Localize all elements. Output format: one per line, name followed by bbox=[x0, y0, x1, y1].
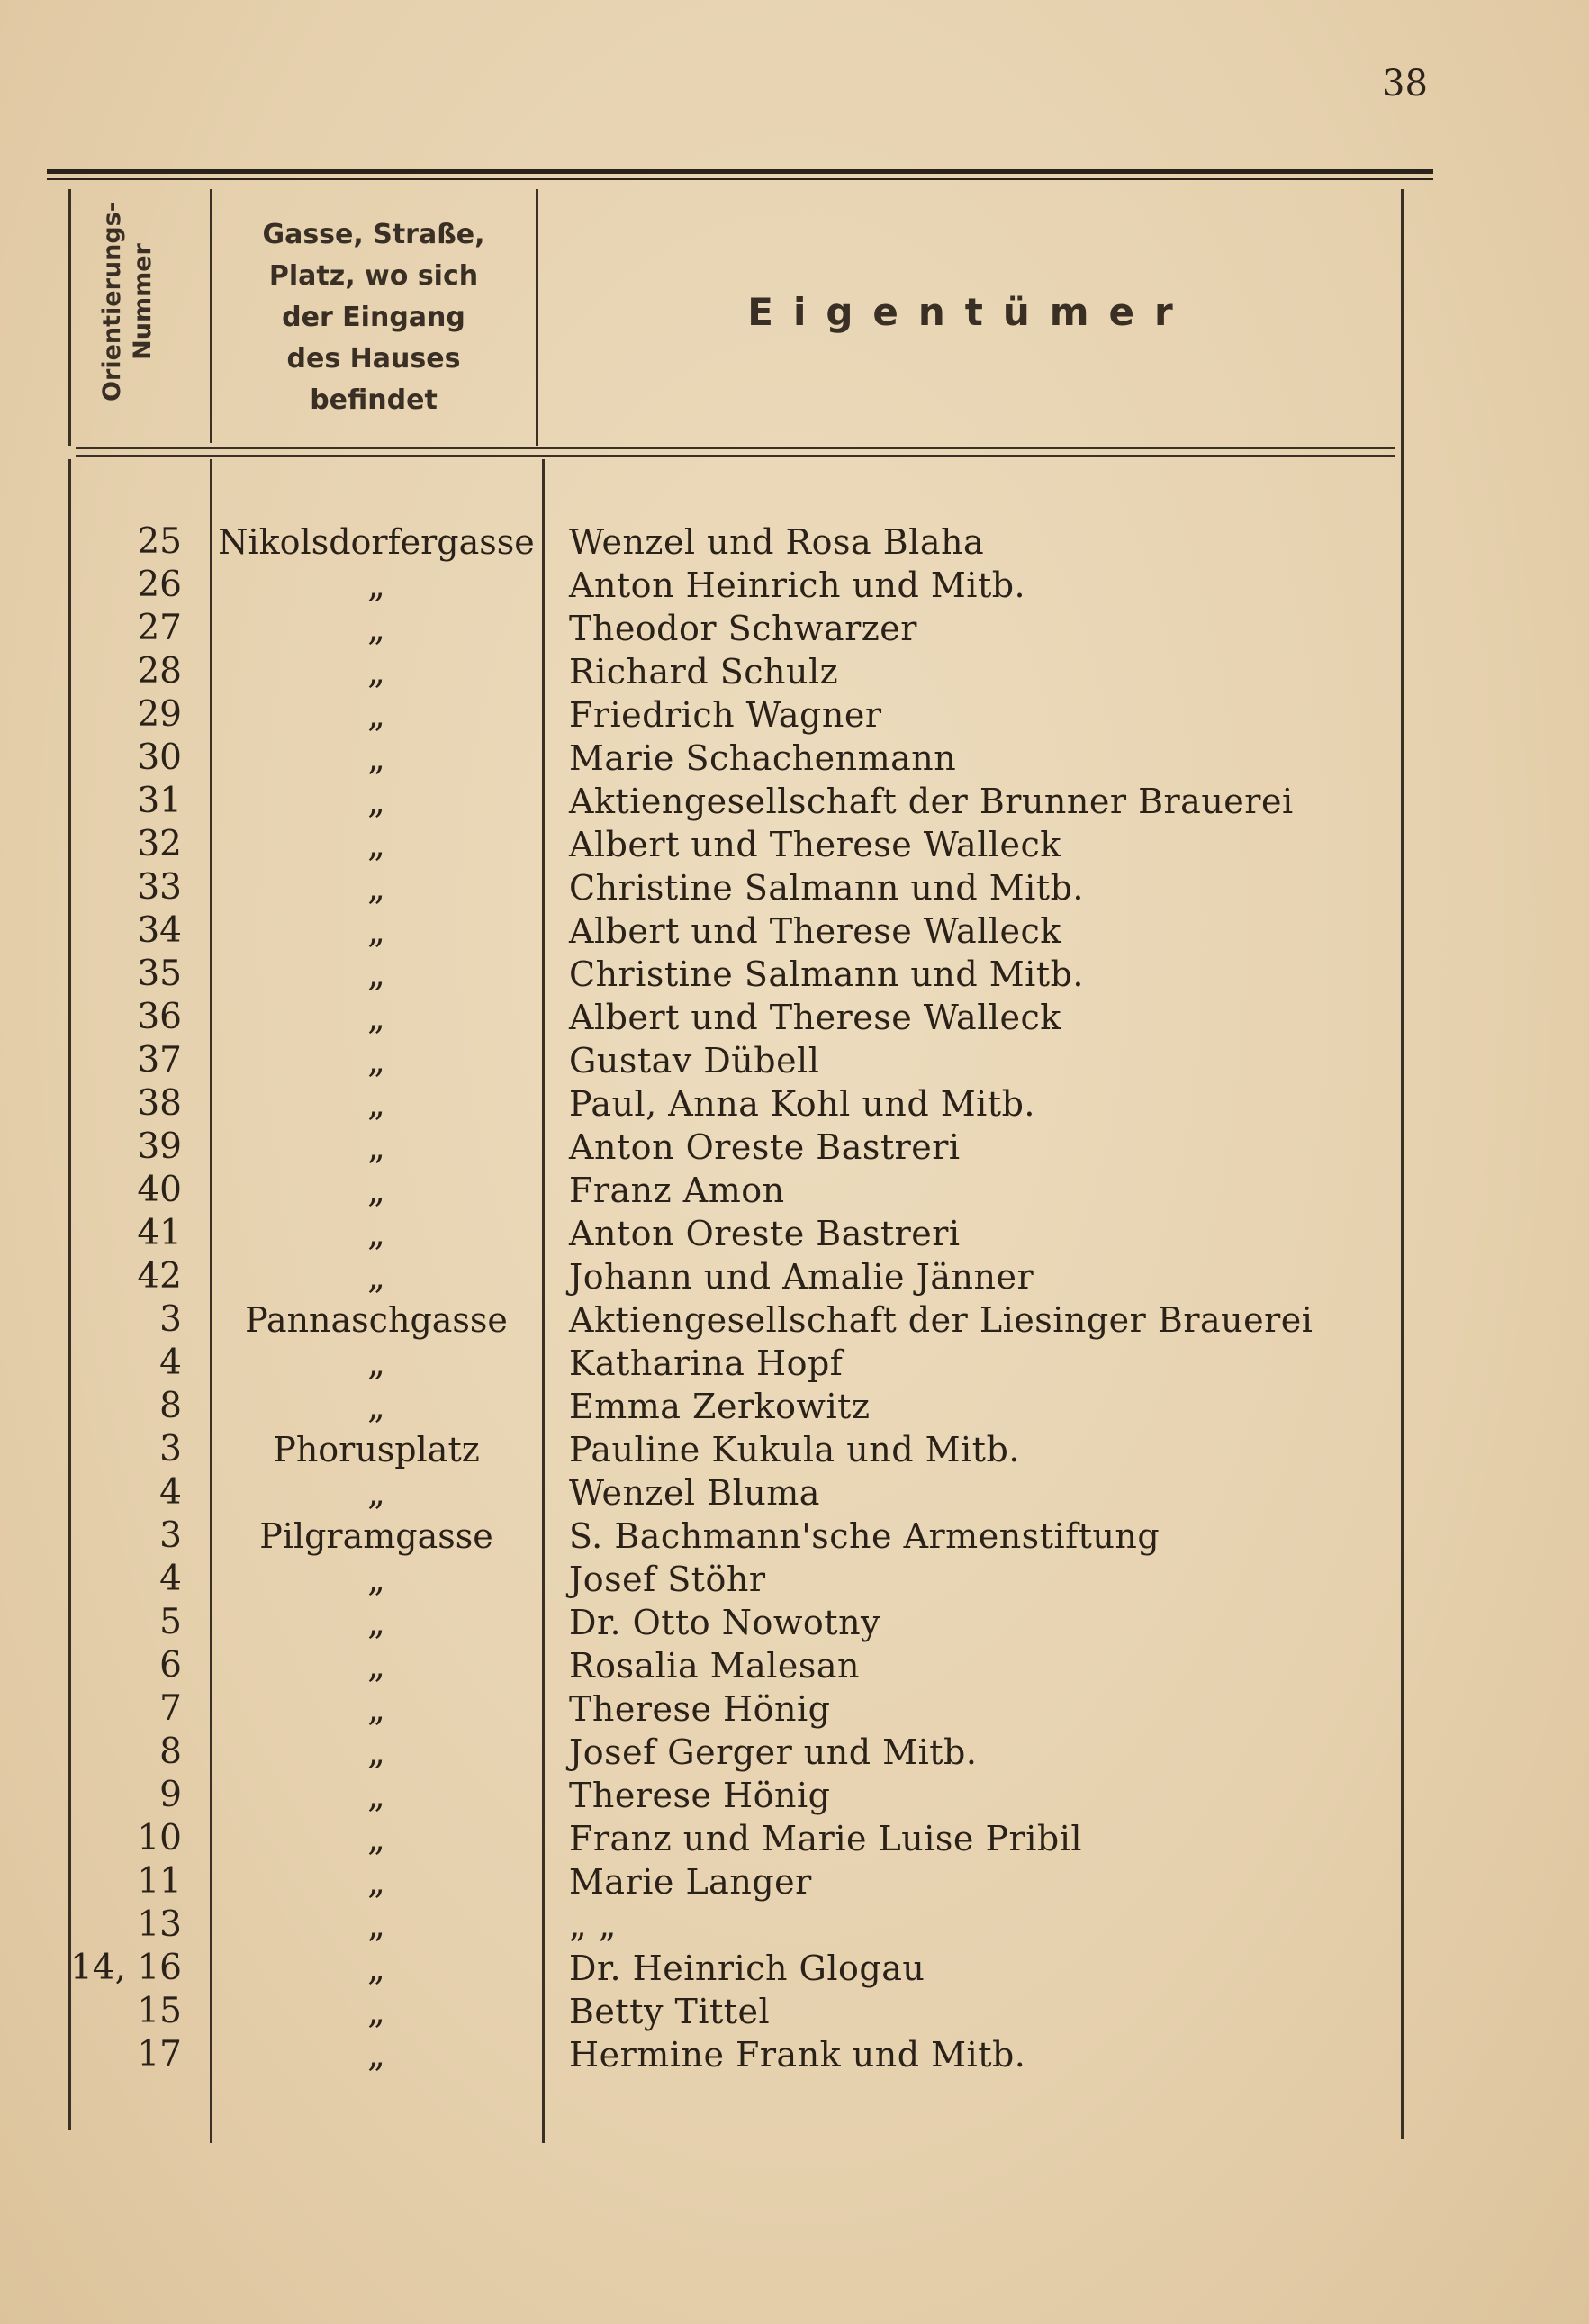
house-number: 14, 16 bbox=[69, 1948, 182, 1988]
header-number-line: Nummer bbox=[129, 243, 157, 360]
house-number: 32 bbox=[137, 824, 182, 864]
table-row bbox=[0, 1471, 1589, 1515]
street-name: „ bbox=[367, 1560, 385, 1599]
house-number: 39 bbox=[137, 1126, 182, 1167]
house-number: 15 bbox=[137, 1991, 182, 2031]
owner-name: Paul, Anna Kohl und Mitb. bbox=[569, 1084, 1035, 1124]
house-number: 4 bbox=[159, 1343, 182, 1383]
street-name: „ bbox=[367, 609, 385, 648]
house-number: 35 bbox=[137, 954, 182, 994]
table-row bbox=[0, 1947, 1589, 1990]
street-name: „ bbox=[367, 1127, 385, 1167]
street-name: „ bbox=[367, 1214, 385, 1253]
house-number: 42 bbox=[137, 1256, 182, 1297]
table-row bbox=[0, 1385, 1589, 1428]
table-row bbox=[0, 1515, 1589, 1558]
owner-name: Marie Schachenmann bbox=[569, 738, 957, 778]
house-number: 3 bbox=[159, 1515, 182, 1556]
owner-name: Rosalia Malesan bbox=[569, 1646, 861, 1686]
table-row bbox=[0, 1687, 1589, 1731]
header-rule-thin bbox=[76, 455, 1395, 457]
street-name: „ bbox=[367, 825, 385, 864]
house-number: 9 bbox=[159, 1775, 182, 1815]
house-number: 25 bbox=[137, 521, 182, 562]
owner-name: Aktiengesellschaft der Brunner Brauerei bbox=[569, 782, 1294, 821]
house-number: 41 bbox=[137, 1213, 182, 1253]
table-row bbox=[0, 823, 1589, 866]
header-street-line: befindet bbox=[310, 384, 438, 416]
top-rule-thick bbox=[47, 169, 1433, 174]
table-row bbox=[0, 1428, 1589, 1471]
table-row bbox=[0, 1904, 1589, 1947]
header-number-line: Orientierungs- bbox=[98, 202, 126, 402]
street-name: „ bbox=[367, 738, 385, 778]
house-number: 27 bbox=[137, 608, 182, 648]
owner-name: Wenzel und Rosa Blaha bbox=[569, 522, 985, 562]
header-street-line: Platz, wo sich bbox=[268, 260, 479, 292]
owner-name: Anton Heinrich und Mitb. bbox=[569, 565, 1026, 605]
table-row bbox=[0, 1126, 1589, 1169]
street-name: „ bbox=[367, 1603, 385, 1642]
street-name: „ bbox=[367, 1257, 385, 1297]
owner-name: „ „ bbox=[569, 1905, 617, 1945]
owner-name: Christine Salmann und Mitb. bbox=[569, 868, 1084, 908]
street-name: „ bbox=[367, 565, 385, 605]
table-row bbox=[0, 607, 1589, 650]
header-number-column bbox=[97, 180, 158, 423]
house-number: 33 bbox=[137, 867, 182, 908]
owner-name: Albert und Therese Walleck bbox=[569, 998, 1061, 1037]
street-name: „ bbox=[367, 1646, 385, 1686]
table-row bbox=[0, 693, 1589, 737]
house-number: 10 bbox=[137, 1818, 182, 1858]
header-street-line: der Eingang bbox=[282, 302, 465, 333]
owner-name: Josef Stöhr bbox=[569, 1560, 766, 1599]
house-number: 4 bbox=[159, 1472, 182, 1513]
owner-name: Hermine Frank und Mitb. bbox=[569, 2035, 1026, 2075]
street-name: „ bbox=[367, 1689, 385, 1729]
house-number: 3 bbox=[159, 1299, 182, 1340]
table-row bbox=[0, 1601, 1589, 1644]
house-number: 5 bbox=[159, 1602, 182, 1642]
table-row bbox=[0, 1774, 1589, 1817]
owner-name: S. Bachmann'sche Armenstiftung bbox=[569, 1516, 1160, 1556]
street-name: Phorusplatz bbox=[273, 1430, 480, 1469]
table-row bbox=[0, 520, 1589, 564]
page-number: 38 bbox=[1382, 63, 1428, 104]
header-rule-thick bbox=[76, 447, 1395, 449]
house-number: 37 bbox=[137, 1040, 182, 1081]
owner-name: Emma Zerkowitz bbox=[569, 1387, 871, 1426]
house-number: 34 bbox=[137, 910, 182, 951]
street-name: „ bbox=[367, 954, 385, 994]
table-row bbox=[0, 1990, 1589, 2033]
table-row bbox=[0, 650, 1589, 693]
street-name: „ bbox=[367, 1732, 385, 1772]
house-number: 6 bbox=[159, 1645, 182, 1686]
street-name: „ bbox=[367, 868, 385, 908]
table-row bbox=[0, 866, 1589, 909]
street-name: „ bbox=[367, 1776, 385, 1815]
owner-name: Pauline Kukula und Mitb. bbox=[569, 1430, 1020, 1469]
table-row bbox=[0, 2033, 1589, 2076]
owner-name: Aktiengesellschaft der Liesinger Brauerei bbox=[569, 1300, 1314, 1340]
table-row bbox=[0, 1082, 1589, 1126]
street-name: „ bbox=[367, 1041, 385, 1081]
table-row bbox=[0, 1212, 1589, 1255]
house-number: 11 bbox=[137, 1861, 182, 1902]
owner-name: Albert und Therese Walleck bbox=[569, 825, 1061, 864]
street-name: „ bbox=[367, 1992, 385, 2031]
house-number: 38 bbox=[137, 1083, 182, 1124]
table-row bbox=[0, 1731, 1589, 1774]
street-name: „ bbox=[367, 998, 385, 1037]
owner-name: Friedrich Wagner bbox=[569, 695, 882, 735]
street-name: „ bbox=[367, 1171, 385, 1210]
owner-name: Dr. Heinrich Glogau bbox=[569, 1949, 925, 1988]
table-body bbox=[0, 520, 1589, 2076]
header-owner-column: Eigentümer bbox=[747, 290, 1193, 334]
house-number: 31 bbox=[137, 781, 182, 821]
table-row bbox=[0, 1817, 1589, 1860]
owner-name: Johann und Amalie Jänner bbox=[569, 1257, 1034, 1297]
street-name: „ bbox=[367, 652, 385, 692]
house-number: 28 bbox=[137, 651, 182, 692]
owner-name: Richard Schulz bbox=[569, 652, 839, 692]
street-name: Pilgramgasse bbox=[259, 1516, 493, 1556]
owner-name: Anton Oreste Bastreri bbox=[569, 1214, 961, 1253]
house-number: 8 bbox=[159, 1386, 182, 1426]
owner-name: Franz und Marie Luise Pribil bbox=[569, 1819, 1083, 1858]
table-row bbox=[0, 1644, 1589, 1687]
owner-name: Theodor Schwarzer bbox=[569, 609, 917, 648]
house-number: 4 bbox=[159, 1559, 182, 1599]
street-name: „ bbox=[367, 911, 385, 951]
owner-name: Katharina Hopf bbox=[569, 1343, 844, 1383]
owner-name: Gustav Dübell bbox=[569, 1041, 820, 1081]
table-row bbox=[0, 996, 1589, 1039]
owner-name: Franz Amon bbox=[569, 1171, 785, 1210]
owner-name: Christine Salmann und Mitb. bbox=[569, 954, 1084, 994]
street-name: „ bbox=[367, 1084, 385, 1124]
street-name: „ bbox=[367, 695, 385, 735]
table-row bbox=[0, 1169, 1589, 1212]
column-divider bbox=[68, 189, 71, 446]
house-number: 40 bbox=[137, 1170, 182, 1210]
owner-name: Josef Gerger und Mitb. bbox=[569, 1732, 978, 1772]
owner-name: Betty Tittel bbox=[569, 1992, 771, 2031]
house-number: 26 bbox=[137, 565, 182, 605]
street-name: „ bbox=[367, 1819, 385, 1858]
table-row bbox=[0, 564, 1589, 607]
street-name: „ bbox=[367, 782, 385, 821]
street-name: „ bbox=[367, 1473, 385, 1513]
table-row bbox=[0, 953, 1589, 996]
table-row bbox=[0, 780, 1589, 823]
column-divider bbox=[210, 189, 212, 443]
house-number: 17 bbox=[137, 2034, 182, 2075]
table-row bbox=[0, 737, 1589, 780]
street-name: „ bbox=[367, 1949, 385, 1988]
owner-name: Wenzel Bluma bbox=[569, 1473, 820, 1513]
owner-name: Marie Langer bbox=[569, 1862, 812, 1902]
house-number: 7 bbox=[159, 1688, 182, 1729]
street-name: „ bbox=[367, 1387, 385, 1426]
header-street-column bbox=[216, 214, 531, 421]
table-row bbox=[0, 1255, 1589, 1298]
street-name: Pannaschgasse bbox=[245, 1300, 508, 1340]
owner-name: Dr. Otto Nowotny bbox=[569, 1603, 881, 1642]
owner-name: Anton Oreste Bastreri bbox=[569, 1127, 961, 1167]
house-number: 8 bbox=[159, 1732, 182, 1772]
top-rule-thin bbox=[47, 178, 1433, 180]
house-number: 36 bbox=[137, 997, 182, 1037]
column-divider bbox=[536, 189, 538, 446]
owner-name: Therese Hönig bbox=[569, 1689, 831, 1729]
header-street-line: Gasse, Straße, bbox=[262, 219, 485, 250]
owner-name: Therese Hönig bbox=[569, 1776, 831, 1815]
header-street-line: des Hauses bbox=[286, 343, 461, 375]
street-name: Nikolsdorfergasse bbox=[218, 522, 535, 562]
table-row bbox=[0, 1342, 1589, 1385]
house-number: 13 bbox=[137, 1904, 182, 1945]
house-number: 30 bbox=[137, 737, 182, 778]
table-row bbox=[0, 1558, 1589, 1601]
table-row bbox=[0, 909, 1589, 953]
house-number: 29 bbox=[137, 694, 182, 735]
house-number: 3 bbox=[159, 1429, 182, 1469]
street-name: „ bbox=[367, 1343, 385, 1383]
owner-name: Albert und Therese Walleck bbox=[569, 911, 1061, 951]
street-name: „ bbox=[367, 1905, 385, 1945]
street-name: „ bbox=[367, 2035, 385, 2075]
table-row bbox=[0, 1039, 1589, 1082]
street-name: „ bbox=[367, 1862, 385, 1902]
table-row bbox=[0, 1298, 1589, 1342]
table-row bbox=[0, 1860, 1589, 1904]
